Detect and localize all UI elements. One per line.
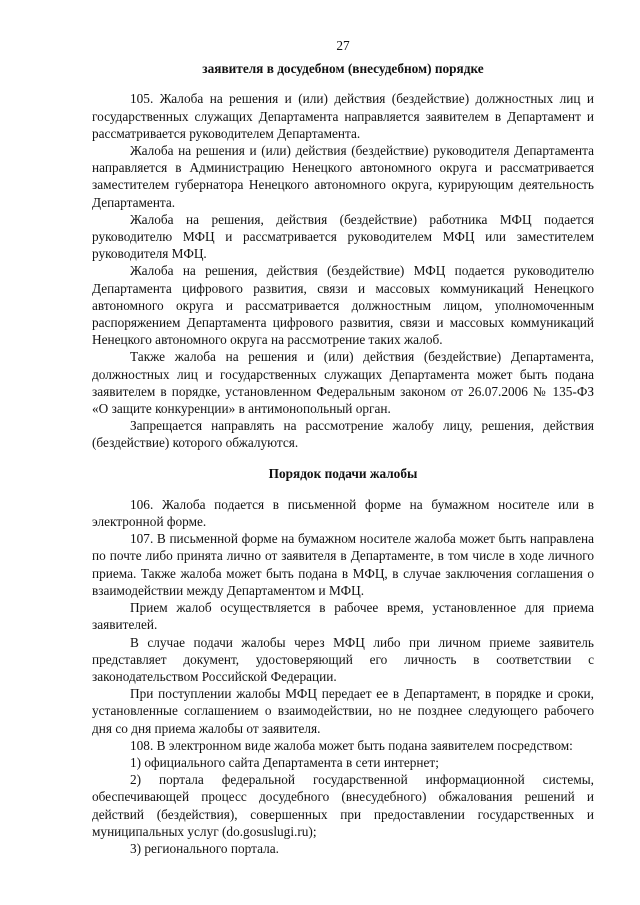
paragraph-106: 106. Жалоба подается в письменной форме на бумажном носителе или в электронной форме. bbox=[92, 496, 594, 530]
paragraph-108: 108. В электронном виде жалоба может быть подана заявителем посредством: bbox=[130, 737, 573, 753]
paragraph-identity-document: В случае подачи жалобы через МФЦ либо при личном приеме заявитель представляет документ, удостоверяющий его личность в соответствии с законодательством Российской Федерации. bbox=[92, 634, 594, 684]
paragraph-reception-hours: Прием жалоб осуществляется в рабочее время, установленное для приема заявителей. bbox=[92, 600, 594, 633]
section-heading-continued: заявителя в досудебном (внесудебном) порядке bbox=[202, 61, 484, 77]
paragraph-mfc-transfer: При поступлении жалобы МФЦ передает ее в Департамент, в порядке и сроки, установленные соглашением о взаимодействии, но не позднее следующего рабочего дня со дня приема жалобы от заявителя. bbox=[92, 686, 594, 736]
section-heading-filing-procedure: Порядок подачи жалобы bbox=[268, 465, 418, 481]
list-item-official-site: 1) официального сайта Департамента в сети интернет; bbox=[130, 754, 439, 770]
section-filing-procedure bbox=[92, 496, 594, 857]
paragraph-105: 105. Жалоба на решения и (или) действия (бездействие) должностных лиц и государственных служащих Департамента направляется заявителем в Департамент и рассматривается руководителем Департамента. bbox=[92, 91, 594, 141]
paragraph-mfc-worker-complaint: Жалоба на решения, действия (бездействие) работника МФЦ подается руководителю МФЦ и рассматривается руководителем МФЦ или заместителем руководителя МФЦ. bbox=[92, 211, 594, 262]
paragraph-antimonopoly: Также жалоба на решения и (или) действия (бездействие) Департамента, должностных лиц и государственных служащих Департамента может быть подана заявителем в порядке, установленном Федеральным законом от 26.07.2006 № 135-ФЗ «О защите конкуренции» в антимонопольный орган. bbox=[92, 349, 594, 417]
paragraph-107: 107. В письменной форме на бумажном носителе жалоба может быть направлена по почте либо принята лично от заявителя в Департаменте, в том числе в ходе личного приема. Также жалоба может быть подана в МФЦ, в случае заключения соглашения о взаимодействии между Департаментом и МФЦ. bbox=[92, 531, 594, 598]
paragraph-head-complaint: Жалоба на решения и (или) действия (бездействие) руководителя Департамента направляется в Администрацию Ненецкого автономного округа и рассматривается заместителем губернатора Ненецкого автономного округа, курирующим деятельность Департамента. bbox=[92, 143, 594, 210]
page-number: 27 bbox=[336, 38, 350, 53]
paragraph-prohibition: Запрещается направлять на рассмотрение жалобу лицу, решения, действия (бездействие) которого обжалуются. bbox=[92, 418, 594, 451]
list-item-regional-portal: 3) регионального портала. bbox=[130, 840, 279, 856]
section-appeal-recipients bbox=[92, 90, 594, 451]
paragraph-mfc-complaint: Жалоба на решения, действия (бездействие) МФЦ подается руководителю Департамента цифрового развития, связи и массовых коммуникаций Ненецкого автономного округа и рассматривается должностным лицом, уполномоченным распоряжением Департамента цифрового развития, связи и массовых коммуникаций Ненецкого автономного округа на рассмотрение таких жалоб. bbox=[92, 263, 594, 348]
list-item-federal-portal: 2) портала федеральной государственной информационной системы, обеспечивающей процесс досудебного (внесудебного) обжалования решений и действий (бездействия), совершенных при предоставлении государственных и муниципальных услуг (do.gosuslugi.ru); bbox=[92, 772, 594, 839]
